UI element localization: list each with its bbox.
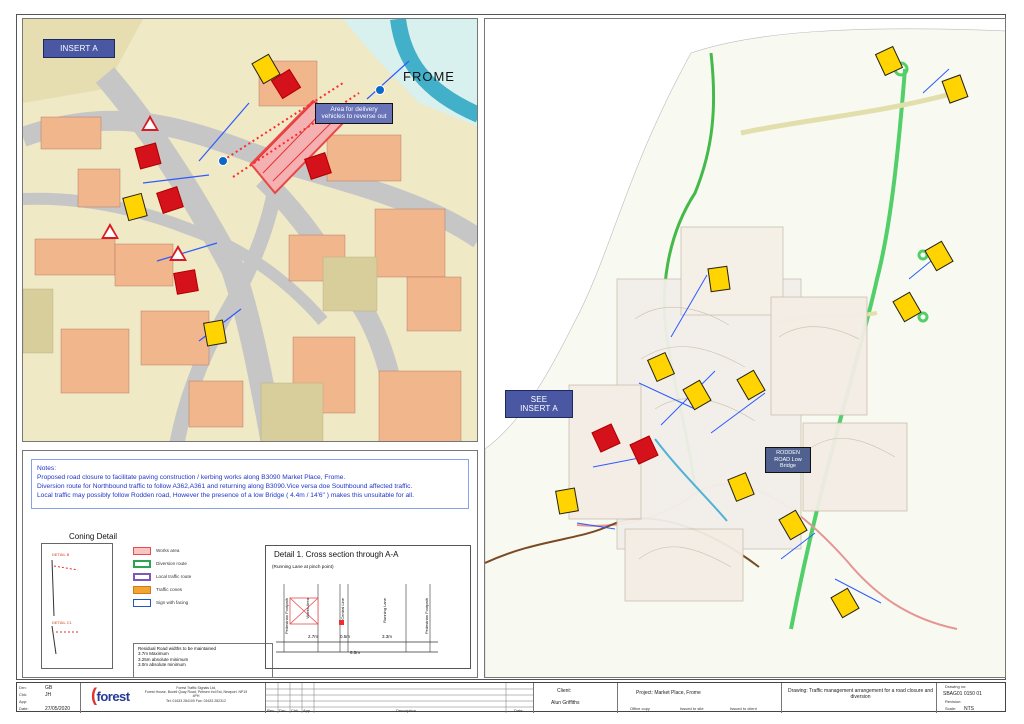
legend-item	[133, 544, 273, 557]
legend-item	[133, 596, 273, 609]
legend-swatch	[133, 547, 151, 555]
legend-swatch	[133, 599, 151, 607]
title-block	[16, 682, 1006, 712]
project-cell	[618, 683, 782, 713]
revision-column-drn: Drn.	[279, 708, 287, 713]
coning-diagram	[41, 543, 113, 669]
warning-triangle-sign	[141, 115, 159, 131]
left-footpath-label: Pedestrian Footpath	[284, 598, 289, 635]
right-footpath-label: Pedestrian Footpath	[424, 598, 429, 635]
drawing-title: Drawing: Traffic management arrangement for a road closure and diversion	[788, 688, 933, 700]
legend-label: Diversion route	[156, 561, 187, 566]
date-label: Date:	[19, 706, 29, 711]
revision-label: Revision:	[945, 699, 962, 704]
middle-dimension: 0.5m	[340, 634, 351, 639]
revision-column-rev: Rev.	[267, 708, 275, 713]
drawn-by-label: Drn:	[19, 685, 27, 690]
blue-direction-sign	[218, 156, 228, 166]
coning-detail-title: Coning Detail	[69, 532, 118, 541]
project-name: Project: Market Place, Frome	[636, 690, 701, 696]
blue-direction-sign	[375, 85, 385, 95]
coning-detail	[41, 531, 261, 671]
client-cell	[534, 683, 618, 713]
warning-triangle-sign	[169, 245, 187, 261]
issue-label: Issued to client	[730, 706, 757, 711]
legend-label: Works area	[156, 548, 180, 553]
detail-c-label: DETAIL C1	[52, 620, 72, 625]
legend-swatch	[133, 560, 151, 568]
legend-item	[133, 570, 273, 583]
residual-title: Residual Road widths to be maintained	[138, 646, 217, 651]
checked-by-value: JH	[45, 692, 52, 698]
revision-table	[266, 683, 534, 713]
scale-value: NTS	[964, 706, 974, 712]
delivery-reverse-callout: Area for delivery vehicles to reverse out	[315, 103, 393, 124]
client-name: Alun Griffiths	[551, 700, 580, 706]
insert-map-panel	[22, 18, 478, 442]
cone-taper	[54, 566, 78, 570]
warning-triangle-sign	[101, 223, 119, 239]
legend-swatch	[133, 586, 151, 594]
right-dimension: 3.3m	[382, 634, 393, 639]
note-line: Proposed road closure to facilitate paving construction / kerbing works along B3090 Market Place, Frome.	[37, 474, 346, 482]
legend-item	[133, 583, 273, 596]
residual-item: 3.0m absolute minimum	[138, 662, 186, 668]
legend-label: Traffic cones	[156, 587, 183, 592]
running-lane-label: Running Lane	[382, 598, 387, 623]
note-line: Diversion route for Northbound traffic to follow A362,A361 and returning along B3090.Vice versa doe Southbound affected traffic.	[37, 483, 413, 491]
client-label: Client:	[557, 688, 572, 694]
note-line: Local traffic may possibly follow Rodden road, However the presence of a low Bridge ( 4.4m / 14'6" ) makes this unsuitable for all.	[37, 492, 414, 500]
see-insert-a-label: SEE INSERT A	[505, 390, 573, 418]
notes-and-details-panel	[22, 450, 478, 678]
cross-section-title: Detail 1. Cross section through A-A	[274, 550, 399, 559]
works-area-label: Works Area	[305, 598, 310, 619]
drawing-personnel	[17, 683, 81, 713]
legend-item	[133, 557, 273, 570]
legend-swatch	[133, 573, 151, 581]
yellow-diversion-sign	[555, 487, 579, 514]
residual-item: 3.25m absolute minimum	[138, 656, 189, 662]
cross-section-detail	[265, 545, 471, 669]
notes-box	[31, 459, 469, 509]
overview-map-panel	[484, 18, 1006, 678]
yellow-diversion-sign	[707, 266, 730, 293]
cross-section-subtitle: (Running Lane at pinch point)	[272, 564, 334, 569]
drawing-number-cell	[937, 683, 1007, 713]
frome-label: FROME	[403, 69, 455, 84]
company-name: Forest Traffic Signals Ltd,	[176, 686, 216, 690]
revision-column-chk: Chk.	[291, 708, 300, 713]
coning-line	[52, 560, 54, 616]
coning-legend	[133, 544, 273, 616]
red-road-closed-sign	[173, 269, 198, 294]
company-logo-area	[81, 683, 266, 713]
central-line-label: Central Line	[340, 598, 345, 620]
overview-map	[485, 19, 1006, 678]
residual-road-widths	[133, 643, 273, 678]
legend-label: Sign with facing	[156, 600, 189, 605]
notes-title: Notes:	[37, 465, 57, 472]
scale-label: Scale:	[945, 706, 957, 711]
issue-label: Office copy	[630, 706, 650, 711]
legend-label: Local traffic route	[156, 574, 192, 579]
revision-column-app: App.	[303, 708, 312, 713]
company-phone: Tel: 01633 284100 Fax: 01633 282312	[166, 698, 226, 703]
insert-a-label: INSERT A	[43, 39, 115, 58]
drawing-number: SBAG01 0150 01	[943, 691, 982, 697]
total-dimension: 6.5m	[350, 650, 361, 655]
drawn-by-value: GB	[45, 685, 53, 691]
company-address: Forest House, Bozell Quay Road, Pebsen Ind Est, Newport, NP19 4PH	[144, 690, 248, 699]
checked-by-label: Chk:	[19, 692, 28, 697]
central-line-marker	[339, 620, 344, 625]
date-value: 27/05/2020	[45, 706, 71, 712]
yellow-diversion-sign	[203, 319, 227, 346]
coning-line	[52, 626, 56, 654]
detail-b-label: DETAIL B	[52, 552, 70, 557]
coning-diagram-svg	[42, 544, 114, 670]
revision-description-label: Description	[396, 708, 417, 713]
revision-date-label: Date:	[514, 708, 524, 713]
approved-by-label: App:	[19, 699, 28, 704]
company-details	[141, 686, 251, 703]
issue-label: Issued to site	[680, 706, 704, 711]
rodden-road-low-bridge-label: RODDEN ROAD Low Bridge	[765, 447, 811, 473]
drawing-title-cell	[782, 683, 937, 713]
residual-item: 3.7m Maximum	[138, 651, 169, 657]
drawing-number-label: Drawing no:	[945, 684, 967, 689]
forest-logo: (forest	[91, 685, 130, 705]
left-dimension: 2.7m	[308, 634, 319, 639]
